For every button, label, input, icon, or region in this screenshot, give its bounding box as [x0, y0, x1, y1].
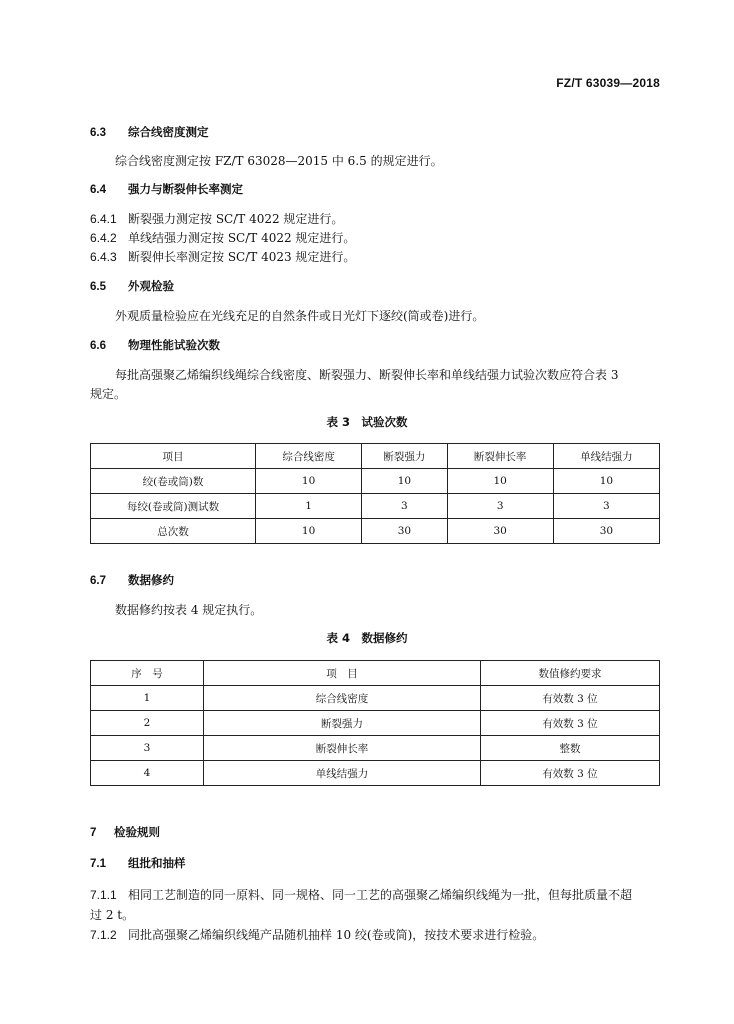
standard-number: FZ/T 63039—2018 [556, 76, 660, 90]
table-cell: 总次数 [91, 519, 256, 544]
table-cell: 1 [91, 686, 204, 711]
section-number: 6.5 [90, 281, 106, 293]
clause-number: 7.1.2 [90, 928, 117, 942]
header-cell: 项目 [91, 444, 256, 469]
clause-text: 同批高强聚乙烯编织线绳产品随机抽样 10 绞(卷或筒)，按技术要求进行检验。 [128, 928, 545, 942]
section-heading-6-3 [90, 124, 209, 140]
section-title: 组批和抽样 [128, 856, 186, 870]
section-title: 物理性能试验次数 [128, 338, 220, 352]
table-cell: 有效数 3 位 [481, 711, 660, 736]
clause-text: 断裂强力测定按 SC/T 4022 规定进行。 [128, 212, 344, 226]
table-row [91, 494, 660, 519]
section-number: 6.4 [90, 184, 106, 196]
table4-caption: 表 4 数据修约 [326, 631, 408, 645]
table-cell: 单线结强力 [204, 761, 481, 786]
clause-number: 6.4.3 [90, 250, 117, 264]
table-cell: 4 [91, 761, 204, 786]
table3-caption: 表 3 试验次数 [326, 415, 408, 429]
table-cell: 30 [553, 519, 659, 544]
paragraph-6-5: 外观质量检验应在光线充足的自然条件或日光灯下逐绞(筒或卷)进行。 [115, 309, 485, 323]
clause-number: 6.4.1 [90, 212, 117, 226]
clause-7-1-1-line1 [90, 886, 632, 903]
header-cell: 断裂伸长率 [447, 444, 553, 469]
table-header-row [91, 444, 660, 469]
table-cell: 10 [553, 469, 659, 494]
table-header-row [91, 661, 660, 686]
paragraph-6-6-line1: 每批高强聚乙烯编织线绳综合线密度、断裂强力、断裂伸长率和单线结强力试验次数应符合表 3 [115, 368, 619, 382]
header-cell: 断裂强力 [362, 444, 447, 469]
table-cell: 断裂强力 [204, 711, 481, 736]
section-title: 数据修约 [128, 573, 174, 587]
table-cell: 有效数 3 位 [481, 686, 660, 711]
section-heading-7-1 [90, 855, 186, 871]
table-cell: 有效数 3 位 [481, 761, 660, 786]
clause-number: 7.1.1 [90, 888, 117, 902]
table-row [91, 761, 660, 786]
clause-text: 断裂伸长率测定按 SC/T 4023 规定进行。 [128, 250, 356, 264]
header-cell: 序 号 [91, 661, 204, 686]
section-heading-6-6 [90, 337, 220, 353]
clause-6-4-2 [90, 229, 355, 246]
table-cell: 断裂伸长率 [204, 736, 481, 761]
table-cell: 2 [91, 711, 204, 736]
paragraph-6-3: 综合线密度测定按 FZ/T 63028—2015 中 6.5 的规定进行。 [115, 154, 443, 168]
header-cell: 综合线密度 [256, 444, 362, 469]
table-cell: 3 [553, 494, 659, 519]
section-number: 6.6 [90, 340, 106, 352]
section-title: 检验规则 [114, 825, 160, 839]
section-title: 外观检验 [128, 279, 174, 293]
table-row [91, 469, 660, 494]
table-row [91, 519, 660, 544]
table-3-test-counts [90, 443, 660, 544]
clause-7-1-2 [90, 926, 544, 943]
clause-7-1-1-line2: 过 2 t。 [90, 908, 135, 922]
table-cell: 整数 [481, 736, 660, 761]
table-cell: 10 [362, 469, 447, 494]
section-heading-6-4 [90, 181, 243, 197]
table-cell: 10 [256, 519, 362, 544]
table-row [91, 736, 660, 761]
paragraph-6-6-line2: 规定。 [90, 387, 127, 401]
clause-number: 6.4.2 [90, 231, 117, 245]
section-heading-6-5 [90, 278, 174, 294]
table-cell: 30 [362, 519, 447, 544]
table-row [91, 711, 660, 736]
section-heading-7 [90, 824, 160, 840]
clause-text: 单线结强力测定按 SC/T 4022 规定进行。 [128, 231, 356, 245]
header-cell: 单线结强力 [553, 444, 659, 469]
table-4-data-rounding [90, 660, 660, 786]
header-cell: 项 目 [204, 661, 481, 686]
table-row [91, 686, 660, 711]
section-number: 7.1 [90, 858, 106, 870]
table-cell: 绞(卷或筒)数 [91, 469, 256, 494]
clause-6-4-1 [90, 210, 343, 227]
table-cell: 综合线密度 [204, 686, 481, 711]
section-number: 6.3 [90, 127, 106, 139]
header-cell: 数值修约要求 [481, 661, 660, 686]
table-cell: 3 [447, 494, 553, 519]
section-heading-6-7 [90, 572, 174, 588]
table-cell: 1 [256, 494, 362, 519]
table-cell: 10 [256, 469, 362, 494]
section-title: 强力与断裂伸长率测定 [128, 182, 243, 196]
section-title: 综合线密度测定 [128, 125, 209, 139]
table-cell: 30 [447, 519, 553, 544]
table-cell: 3 [362, 494, 447, 519]
paragraph-6-7: 数据修约按表 4 规定执行。 [115, 603, 263, 617]
clause-6-4-3 [90, 248, 355, 265]
section-number: 6.7 [90, 575, 106, 587]
table-cell: 3 [91, 736, 204, 761]
section-number: 7 [90, 827, 97, 839]
table-cell: 每绞(卷或筒)测试数 [91, 494, 256, 519]
table-cell: 10 [447, 469, 553, 494]
clause-text: 相同工艺制造的同一原料、同一规格、同一工艺的高强聚乙烯编织线绳为一批，但每批质量不超 [128, 888, 633, 902]
